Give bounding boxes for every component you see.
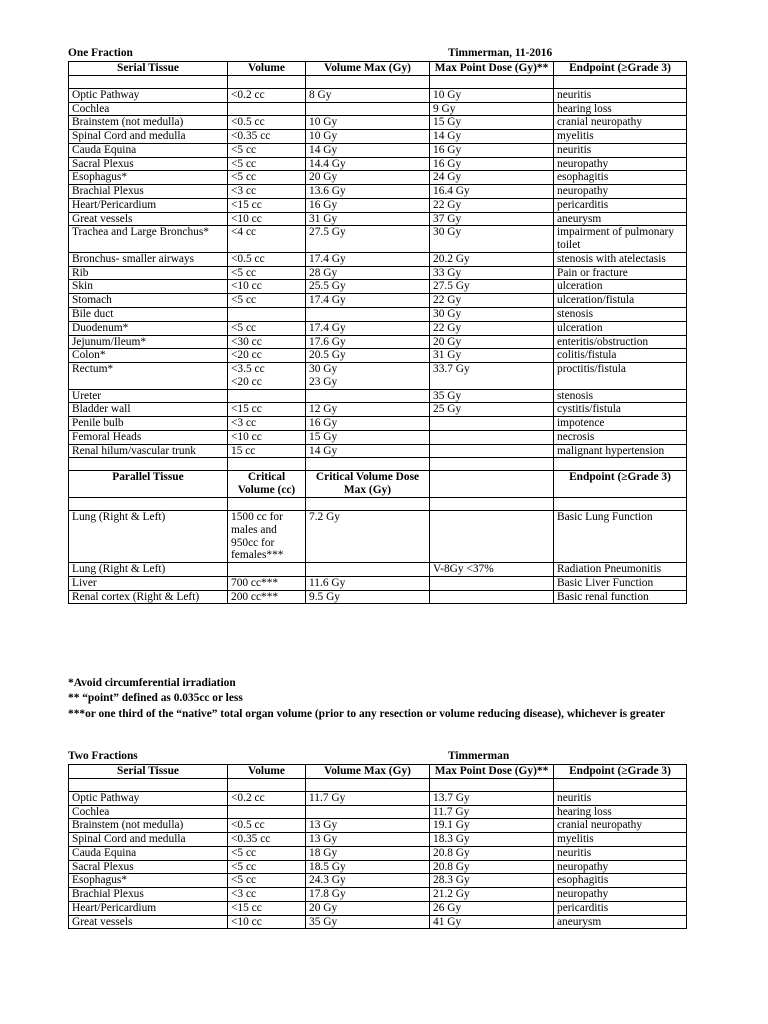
- table-cell: ulceration: [554, 321, 687, 335]
- table-cell: 17.4 Gy: [306, 294, 430, 308]
- table-row: [69, 576, 687, 590]
- table-cell: <0.2 cc: [228, 88, 306, 102]
- column-header: [430, 471, 554, 498]
- table-row: [69, 874, 687, 888]
- parallel-header-row: [69, 471, 687, 498]
- table-cell: <10 cc: [228, 212, 306, 226]
- table-cell: Penile bulb: [69, 417, 228, 431]
- one-fraction-title: One Fraction: [68, 47, 133, 59]
- table-row: [69, 308, 687, 322]
- table-cell: 16 Gy: [430, 143, 554, 157]
- table-cell: neuropathy: [554, 185, 687, 199]
- table-cell: Great vessels: [69, 915, 228, 929]
- table-row: [69, 349, 687, 363]
- table-cell: [228, 563, 306, 577]
- table-cell: 28 Gy: [306, 266, 430, 280]
- table-cell: <30 cc: [228, 335, 306, 349]
- table-cell: [306, 102, 430, 116]
- table-cell: 19.1 Gy: [430, 819, 554, 833]
- table-cell: <0.5 cc: [228, 819, 306, 833]
- table-cell: [306, 308, 430, 322]
- table-cell: malignant hypertension: [554, 444, 687, 458]
- table-row: [69, 280, 687, 294]
- two-fractions-table: [68, 764, 687, 929]
- table-cell: [228, 102, 306, 116]
- empty-cell: [69, 778, 228, 791]
- empty-cell: [554, 458, 687, 471]
- table-cell: <10 cc: [228, 280, 306, 294]
- table-cell: 12 Gy: [306, 403, 430, 417]
- column-header: Endpoint (≥Grade 3): [554, 765, 687, 779]
- table-cell: Heart/Pericardium: [69, 198, 228, 212]
- empty-cell: [430, 75, 554, 88]
- table-cell: 20 Gy: [306, 901, 430, 915]
- column-header: Endpoint (≥Grade 3): [554, 471, 687, 498]
- table-cell: 35 Gy: [430, 389, 554, 403]
- column-header: Volume: [228, 62, 306, 76]
- table-cell: necrosis: [554, 430, 687, 444]
- table-row: [69, 252, 687, 266]
- table-cell: neuropathy: [554, 888, 687, 902]
- table-cell: 18 Gy: [306, 846, 430, 860]
- table-cell: 27.5 Gy: [306, 226, 430, 253]
- table-cell: [228, 389, 306, 403]
- table-cell: 24.3 Gy: [306, 874, 430, 888]
- table-cell: Brainstem (not medulla): [69, 819, 228, 833]
- table-cell: Renal cortex (Right & Left): [69, 590, 228, 604]
- table-cell: 20.8 Gy: [430, 846, 554, 860]
- column-header: Endpoint (≥Grade 3): [554, 62, 687, 76]
- table-cell: 14 Gy: [306, 444, 430, 458]
- table-cell: Ureter: [69, 389, 228, 403]
- table-cell: 25 Gy: [430, 403, 554, 417]
- table-cell: 20.5 Gy: [306, 349, 430, 363]
- table-cell: Sacral Plexus: [69, 860, 228, 874]
- table-row: [69, 294, 687, 308]
- table-cell: Trachea and Large Bronchus*: [69, 226, 228, 253]
- table-row: [69, 791, 687, 805]
- table-cell: 14 Gy: [430, 130, 554, 144]
- table-cell: stenosis: [554, 308, 687, 322]
- table-row: [69, 805, 687, 819]
- table-cell: [430, 590, 554, 604]
- table-row: [69, 430, 687, 444]
- table-cell: Lung (Right & Left): [69, 510, 228, 562]
- empty-cell: [69, 458, 228, 471]
- empty-cell: [306, 778, 430, 791]
- table-row: [69, 860, 687, 874]
- empty-cell: [69, 75, 228, 88]
- table-cell: stenosis: [554, 389, 687, 403]
- table-cell: 13 Gy: [306, 833, 430, 847]
- table-row: [69, 130, 687, 144]
- table-cell: ulceration/fistula: [554, 294, 687, 308]
- table-cell: 15 Gy: [430, 116, 554, 130]
- table-cell: Bronchus- smaller airways: [69, 252, 228, 266]
- table-cell: 13 Gy: [306, 819, 430, 833]
- table-cell: 18.5 Gy: [306, 860, 430, 874]
- table-cell: [430, 430, 554, 444]
- table-cell: <10 cc: [228, 915, 306, 929]
- table-cell: hearing loss: [554, 102, 687, 116]
- table-cell: Cauda Equina: [69, 846, 228, 860]
- spacer-row: [69, 458, 687, 471]
- table-cell: Bile duct: [69, 308, 228, 322]
- table-cell: <10 cc: [228, 430, 306, 444]
- one-fraction-author: Timmerman, 11-2016: [448, 47, 553, 59]
- table-cell: [430, 510, 554, 562]
- table-cell: neuritis: [554, 846, 687, 860]
- table-cell: <0.2 cc: [228, 791, 306, 805]
- table-cell: Lung (Right & Left): [69, 563, 228, 577]
- table-cell: 8 Gy: [306, 88, 430, 102]
- spacer-row: [69, 497, 687, 510]
- table-cell: 16 Gy: [306, 198, 430, 212]
- table-row: [69, 226, 687, 253]
- column-header: Critical Volume (cc): [228, 471, 306, 498]
- table-cell: Colon*: [69, 349, 228, 363]
- table-cell: 33.7 Gy: [430, 363, 554, 390]
- table-cell: 30 Gy: [430, 226, 554, 253]
- table-row: [69, 116, 687, 130]
- table-cell: 10 Gy: [430, 88, 554, 102]
- table-row: [69, 403, 687, 417]
- empty-cell: [228, 497, 306, 510]
- table-cell: [430, 444, 554, 458]
- table-cell: Brainstem (not medulla): [69, 116, 228, 130]
- table-cell: Stomach: [69, 294, 228, 308]
- table-row: [69, 510, 687, 562]
- table-cell: [430, 576, 554, 590]
- column-header: Volume Max (Gy): [306, 62, 430, 76]
- table-cell: 15 Gy: [306, 430, 430, 444]
- table-cell: 17.4 Gy: [306, 252, 430, 266]
- table-cell: <3 cc: [228, 888, 306, 902]
- table-cell: 20 Gy: [306, 171, 430, 185]
- table-cell: myelitis: [554, 130, 687, 144]
- table-cell: 700 cc***: [228, 576, 306, 590]
- table-cell: Liver: [69, 576, 228, 590]
- table-row: [69, 833, 687, 847]
- table-cell: [306, 805, 430, 819]
- table-cell: 9.5 Gy: [306, 590, 430, 604]
- table-row: [69, 901, 687, 915]
- column-header: Serial Tissue: [69, 62, 228, 76]
- table-row: [69, 198, 687, 212]
- table-cell: ulceration: [554, 280, 687, 294]
- table-cell: 13.7 Gy: [430, 791, 554, 805]
- table-cell: Esophagus*: [69, 874, 228, 888]
- table-cell: <0.5 cc: [228, 252, 306, 266]
- table-cell: neuritis: [554, 88, 687, 102]
- empty-cell: [554, 75, 687, 88]
- table-cell: <3 cc: [228, 185, 306, 199]
- table-cell: Optic Pathway: [69, 88, 228, 102]
- table-cell: 21.2 Gy: [430, 888, 554, 902]
- empty-cell: [306, 75, 430, 88]
- table-cell: Basic Lung Function: [554, 510, 687, 562]
- table-cell: <0.35 cc: [228, 833, 306, 847]
- one-fraction-table: [68, 61, 687, 604]
- table-cell: esophagitis: [554, 171, 687, 185]
- table-row: [69, 171, 687, 185]
- table-cell: 22 Gy: [430, 294, 554, 308]
- table-cell: [228, 805, 306, 819]
- table-cell: Heart/Pericardium: [69, 901, 228, 915]
- table-cell: neuritis: [554, 143, 687, 157]
- table-cell: 11.7 Gy: [430, 805, 554, 819]
- table-cell: <0.5 cc: [228, 116, 306, 130]
- table-cell: Spinal Cord and medulla: [69, 130, 228, 144]
- two-fractions-author: Timmerman: [448, 750, 510, 762]
- empty-cell: [228, 458, 306, 471]
- table-cell: enteritis/obstruction: [554, 335, 687, 349]
- table-row: [69, 846, 687, 860]
- empty-cell: [430, 778, 554, 791]
- table-cell: 14 Gy: [306, 143, 430, 157]
- table-cell: 16 Gy: [430, 157, 554, 171]
- empty-cell: [554, 778, 687, 791]
- table-cell: 35 Gy: [306, 915, 430, 929]
- table-cell: <5 cc: [228, 874, 306, 888]
- table-cell: Rib: [69, 266, 228, 280]
- table-cell: impotence: [554, 417, 687, 431]
- empty-cell: [306, 458, 430, 471]
- table-cell: 31 Gy: [306, 212, 430, 226]
- empty-cell: [228, 778, 306, 791]
- table-row: [69, 102, 687, 116]
- empty-cell: [430, 458, 554, 471]
- table-cell: Duodenum*: [69, 321, 228, 335]
- table-cell: 25.5 Gy: [306, 280, 430, 294]
- table-cell: 10 Gy: [306, 116, 430, 130]
- table-cell: proctitis/fistula: [554, 363, 687, 390]
- empty-cell: [306, 497, 430, 510]
- table-cell: Rectum*: [69, 363, 228, 390]
- table-cell: Femoral Heads: [69, 430, 228, 444]
- table-cell: <20 cc: [228, 349, 306, 363]
- table-cell: Cochlea: [69, 805, 228, 819]
- table-cell: cranial neuropathy: [554, 116, 687, 130]
- table-cell: <15 cc: [228, 403, 306, 417]
- table-cell: cranial neuropathy: [554, 819, 687, 833]
- table-row: [69, 888, 687, 902]
- table-row: [69, 335, 687, 349]
- table-cell: Bladder wall: [69, 403, 228, 417]
- table-cell: impairment of pulmonary toilet: [554, 226, 687, 253]
- table-cell: 9 Gy: [430, 102, 554, 116]
- table-cell: <5 cc: [228, 157, 306, 171]
- empty-cell: [228, 75, 306, 88]
- table-cell: 22 Gy: [430, 198, 554, 212]
- table-cell: <5 cc: [228, 266, 306, 280]
- table-cell: <5 cc: [228, 321, 306, 335]
- table-cell: 30 Gy: [430, 308, 554, 322]
- table-cell: Spinal Cord and medulla: [69, 833, 228, 847]
- footnote: ** “point” defined as 0.035cc or less: [68, 692, 243, 705]
- table-cell: <5 cc: [228, 860, 306, 874]
- table-cell: Cauda Equina: [69, 143, 228, 157]
- table-cell: neuropathy: [554, 860, 687, 874]
- table-row: [69, 590, 687, 604]
- table-cell: aneurysm: [554, 915, 687, 929]
- table-cell: Optic Pathway: [69, 791, 228, 805]
- table-row: [69, 819, 687, 833]
- empty-cell: [554, 497, 687, 510]
- table-cell: 16 Gy: [306, 417, 430, 431]
- table-row: [69, 417, 687, 431]
- table-row: [69, 563, 687, 577]
- serial-header-row: [69, 62, 687, 76]
- table-cell: esophagitis: [554, 874, 687, 888]
- table-cell: 33 Gy: [430, 266, 554, 280]
- table-cell: 200 cc***: [228, 590, 306, 604]
- column-header: Serial Tissue: [69, 765, 228, 779]
- table-cell: <5 cc: [228, 294, 306, 308]
- column-header: Volume Max (Gy): [306, 765, 430, 779]
- table-cell: Renal hilum/vascular trunk: [69, 444, 228, 458]
- table-row: [69, 321, 687, 335]
- table-cell: Great vessels: [69, 212, 228, 226]
- table-row: [69, 389, 687, 403]
- table-cell: Skin: [69, 280, 228, 294]
- table-cell: 18.3 Gy: [430, 833, 554, 847]
- table-cell: pericarditis: [554, 198, 687, 212]
- table-cell: Pain or fracture: [554, 266, 687, 280]
- table-cell: 10 Gy: [306, 130, 430, 144]
- table-row: [69, 185, 687, 199]
- table-cell: V-8Gy <37%: [430, 563, 554, 577]
- table-cell: colitis/fistula: [554, 349, 687, 363]
- table-cell: Radiation Pneumonitis: [554, 563, 687, 577]
- table-cell: pericarditis: [554, 901, 687, 915]
- one-fraction-notes: [68, 676, 686, 722]
- table-cell: neuritis: [554, 791, 687, 805]
- table-cell: 11.6 Gy: [306, 576, 430, 590]
- table-cell: 17.4 Gy: [306, 321, 430, 335]
- table-row: [69, 266, 687, 280]
- table-cell: myelitis: [554, 833, 687, 847]
- footnote: *Avoid circumferential irradiation: [68, 677, 236, 689]
- table-cell: Sacral Plexus: [69, 157, 228, 171]
- table-cell: 20.2 Gy: [430, 252, 554, 266]
- table-cell: <0.35 cc: [228, 130, 306, 144]
- table-cell: <3.5 cc <20 cc: [228, 363, 306, 390]
- table-cell: Jejunum/Ileum*: [69, 335, 228, 349]
- table-row: [69, 143, 687, 157]
- table-cell: 24 Gy: [430, 171, 554, 185]
- table-cell: 7.2 Gy: [306, 510, 430, 562]
- table-cell: Basic Liver Function: [554, 576, 687, 590]
- column-header: Volume: [228, 765, 306, 779]
- table-cell: Cochlea: [69, 102, 228, 116]
- table-cell: hearing loss: [554, 805, 687, 819]
- table-cell: aneurysm: [554, 212, 687, 226]
- table-cell: <3 cc: [228, 417, 306, 431]
- table-cell: 27.5 Gy: [430, 280, 554, 294]
- table-cell: 41 Gy: [430, 915, 554, 929]
- table-cell: <15 cc: [228, 901, 306, 915]
- table-cell: Esophagus*: [69, 171, 228, 185]
- table-cell: <15 cc: [228, 198, 306, 212]
- table-cell: [306, 563, 430, 577]
- table-cell: 26 Gy: [430, 901, 554, 915]
- column-header: Parallel Tissue: [69, 471, 228, 498]
- table-cell: [430, 417, 554, 431]
- table-row: [69, 444, 687, 458]
- table-cell: [306, 389, 430, 403]
- table-cell: 30 Gy 23 Gy: [306, 363, 430, 390]
- table-row: [69, 212, 687, 226]
- table-row: [69, 157, 687, 171]
- table-cell: 1500 cc for males and 950cc for females***: [228, 510, 306, 562]
- table-cell: 15 cc: [228, 444, 306, 458]
- table-cell: neuropathy: [554, 157, 687, 171]
- table-cell: 11.7 Gy: [306, 791, 430, 805]
- table-cell: cystitis/fistula: [554, 403, 687, 417]
- footnote: ***or one third of the “native” total organ volume (prior to any resection or volume reducing disease), whichever is greater: [68, 707, 666, 720]
- table-cell: 31 Gy: [430, 349, 554, 363]
- table-cell: 28.3 Gy: [430, 874, 554, 888]
- table-cell: 17.8 Gy: [306, 888, 430, 902]
- table-cell: 16.4 Gy: [430, 185, 554, 199]
- spacer-row: [69, 778, 687, 791]
- table-cell: <4 cc: [228, 226, 306, 253]
- empty-cell: [430, 497, 554, 510]
- table-cell: Brachial Plexus: [69, 888, 228, 902]
- table-cell: stenosis with atelectasis: [554, 252, 687, 266]
- table-cell: Basic renal function: [554, 590, 687, 604]
- table-cell: <5 cc: [228, 143, 306, 157]
- column-header: Max Point Dose (Gy)**: [430, 765, 554, 779]
- two-fractions-title: Two Fractions: [68, 750, 138, 762]
- table-row: [69, 363, 687, 390]
- table-row: [69, 88, 687, 102]
- empty-cell: [69, 497, 228, 510]
- table-cell: <5 cc: [228, 846, 306, 860]
- table-cell: 13.6 Gy: [306, 185, 430, 199]
- table-cell: Brachial Plexus: [69, 185, 228, 199]
- table-cell: 37 Gy: [430, 212, 554, 226]
- serial-header-row: [69, 765, 687, 779]
- table-cell: 20 Gy: [430, 335, 554, 349]
- table-cell: <5 cc: [228, 171, 306, 185]
- column-header: Critical Volume Dose Max (Gy): [306, 471, 430, 498]
- spacer-row: [69, 75, 687, 88]
- column-header: Max Point Dose (Gy)**: [430, 62, 554, 76]
- table-cell: 14.4 Gy: [306, 157, 430, 171]
- table-cell: 17.6 Gy: [306, 335, 430, 349]
- table-cell: 22 Gy: [430, 321, 554, 335]
- table-row: [69, 915, 687, 929]
- table-cell: 20.8 Gy: [430, 860, 554, 874]
- table-cell: [228, 308, 306, 322]
